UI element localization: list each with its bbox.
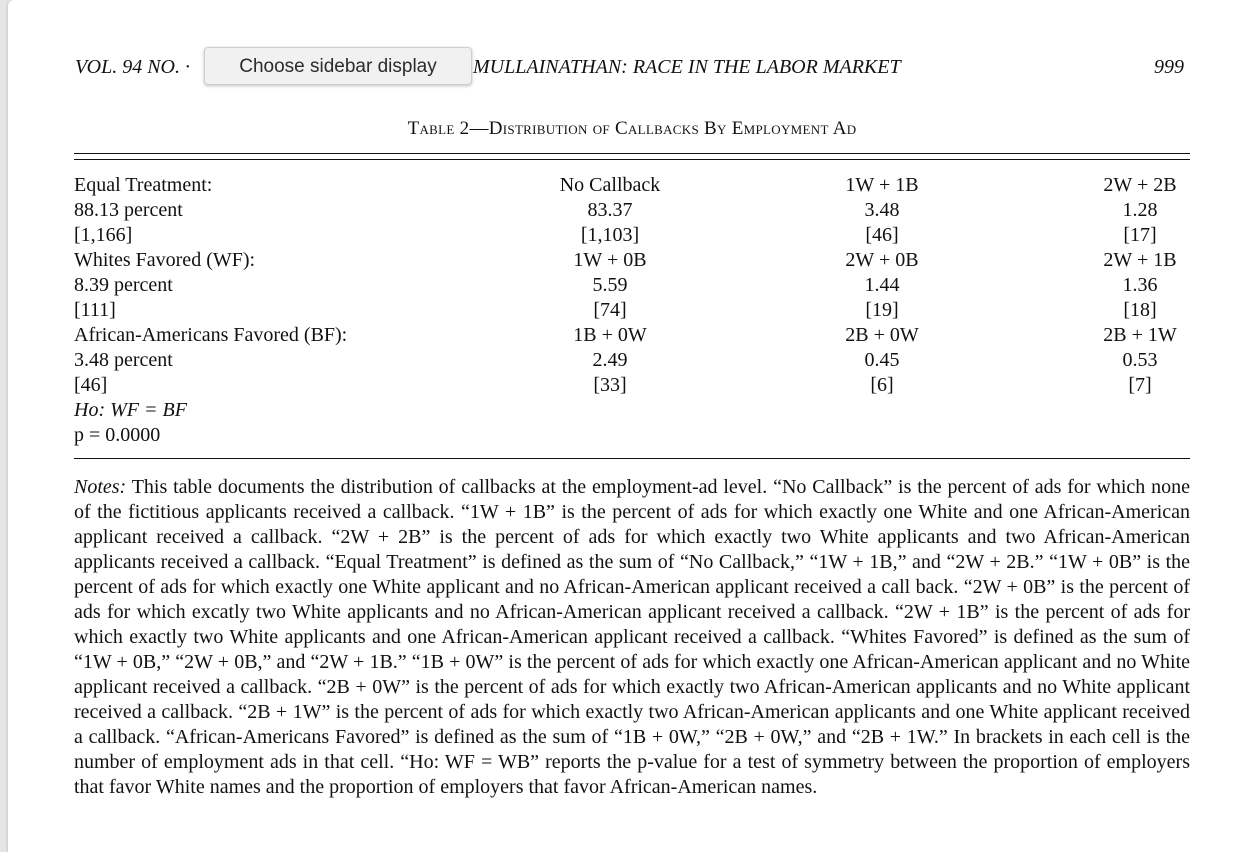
row-label: African-Americans Favored (BF):: [74, 324, 348, 346]
cell: [18]: [1123, 299, 1157, 321]
row-label: Equal Treatment:: [74, 174, 213, 196]
table-row: [74, 248, 1190, 273]
cell: 1W + 1B: [845, 174, 919, 196]
table-row: [74, 398, 1190, 423]
cell: 1.28: [1122, 199, 1158, 221]
cell: [1,103]: [580, 224, 640, 246]
notes-text: This table documents the distribution of callbacks at the employment-ad level. “No Callback” is the percent of ads for which none of the fictitious applicants received a callback. “1W + 1B” is the percent of ads for which exactly one White and one African-American applicant received a callback. “2W + 2B” is the percent of ads for which exactly two White applicants and two African-American applicants received a callback. “Equal Treatment” is defined as the sum of “No Callback,” “1W + 1B,” and “2W + 2B.” “1W + 0B” is the percent of ads for which exactly one White applicant and no African-American applicant received a call back. “2W + 0B” is the percent of ads for which excatly two White applicants and no African-American applicant received a callback. “2W + 1B” is the percent of ads for which exactly two White applicants and one African-American applicant received a callback. “Whites Favored” is defined as the sum of “1W + 0B,” “2W + 0B,” and “2W + 1B.” “1B + 0W” is the percent of ads for which exactly one African-American applicant and no White applicant received a callback. “2B + 0W” is the percent of ads for which exactly two African-American applicants and no White applicant received a callback. “2B + 1W” is the percent of ads for which exactly two African-American applicants and one White applicant received a callback. “African-Americans Favored” is defined as the sum of “1B + 0W,” “2B + 0W,” and “2B + 1W.” In brackets in each cell is the number of employment ads in that cell. “Ho: WF = WB” reports the p-value for a test of symmetry between the proportion of employers that favor White names and the proportion of employers that favor African-American names.: [74, 476, 1191, 798]
table-row: [74, 423, 1190, 448]
journal-volume: VOL. 94 NO. ·: [75, 56, 190, 78]
cell: 0.45: [864, 349, 900, 371]
cell: 2.49: [592, 349, 628, 371]
document-page: [8, 0, 1238, 852]
cell: 83.37: [587, 199, 633, 221]
cell: 5.59: [592, 274, 628, 296]
cell: No Callback: [559, 174, 661, 196]
cell: [33]: [593, 374, 627, 396]
row-label: [46]: [74, 374, 108, 396]
table-top-rule-2: [74, 159, 1190, 160]
cell: 2B + 0W: [845, 324, 919, 346]
cell: 1B + 0W: [573, 324, 647, 346]
article-running-title: MULLAINATHAN: RACE IN THE LABOR MARKET: [473, 56, 901, 78]
notes-label: Notes:: [74, 476, 127, 498]
p-value: p = 0.0000: [74, 424, 161, 446]
cell: 3.48: [864, 199, 900, 221]
cell: 1W + 0B: [573, 249, 647, 271]
cell: 2W + 1B: [1103, 249, 1177, 271]
table-row: [74, 348, 1190, 373]
hypothesis-label: Ho: WF = BF: [74, 399, 187, 421]
row-label: [111]: [74, 299, 116, 321]
cell: 2W + 2B: [1103, 174, 1177, 196]
table-row: [74, 323, 1190, 348]
cell: [46]: [865, 224, 899, 246]
cell: 1.36: [1122, 274, 1158, 296]
row-label: 88.13 percent: [74, 199, 183, 221]
cell: 2W + 0B: [845, 249, 919, 271]
table-title: Table 2—Distribution of Callbacks By Employment Ad: [407, 118, 857, 139]
cell: [6]: [870, 374, 894, 396]
page-number: 999: [1154, 56, 1184, 78]
table-row: [74, 298, 1190, 323]
cell: [19]: [865, 299, 899, 321]
cell: 1.44: [864, 274, 900, 296]
table-row: [74, 223, 1190, 248]
table-row: [74, 273, 1190, 298]
callback-table: [74, 173, 1190, 448]
cell: [74]: [593, 299, 627, 321]
table-notes: [74, 475, 1190, 800]
row-label: [1,166]: [74, 224, 133, 246]
table-row: [74, 173, 1190, 198]
row-label: 8.39 percent: [74, 274, 173, 296]
table-bottom-rule: [74, 458, 1190, 459]
table-row: [74, 198, 1190, 223]
cell: [7]: [1128, 374, 1152, 396]
cell: 0.53: [1122, 349, 1158, 371]
cell: [17]: [1123, 224, 1157, 246]
cell: 2B + 1W: [1103, 324, 1177, 346]
row-label: 3.48 percent: [74, 349, 173, 371]
table-row: [74, 373, 1190, 398]
row-label: Whites Favored (WF):: [74, 249, 256, 271]
sidebar-display-tooltip: Choose sidebar display: [204, 47, 472, 85]
table-top-rule: [74, 153, 1190, 154]
